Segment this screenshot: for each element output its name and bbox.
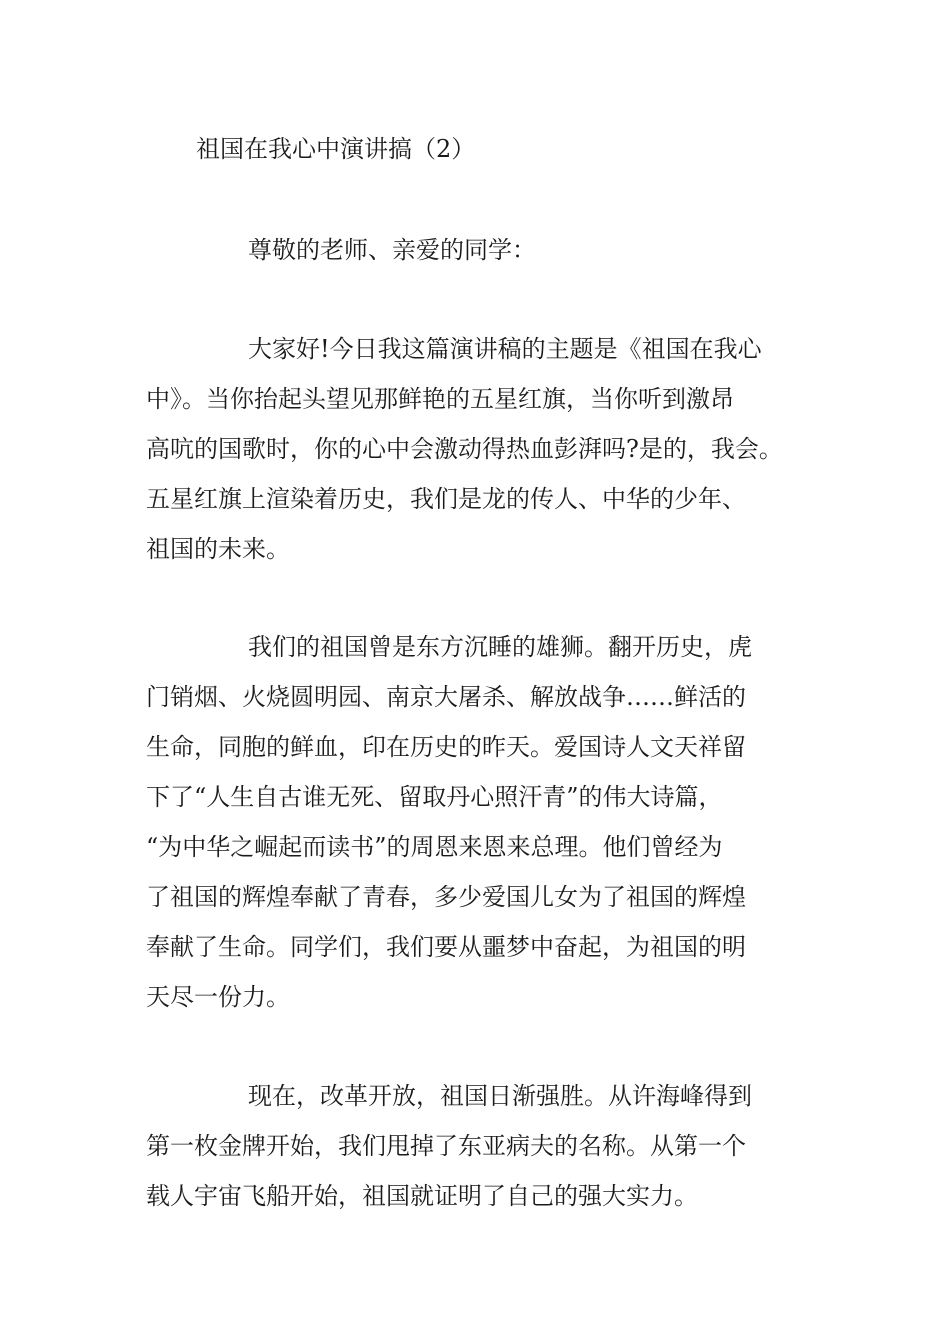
paragraph-line: 五星红旗上渲染着历史，我们是龙的传人、中华的少年、 (146, 485, 746, 513)
paragraph-line: 高吭的国歌时，你的心中会激动得热血彭湃吗?是的，我会。 (146, 435, 783, 463)
salutation: 尊敬的老师、亲爱的同学： (248, 236, 536, 264)
paragraph-line: 门销烟、火烧圆明园、南京大屠杀、解放战争……鲜活的 (146, 683, 746, 711)
paragraph-line: 现在，改革开放，祖国日渐强胜。从许海峰得到 (248, 1082, 752, 1110)
paragraph-line: “为中华之崛起而读书”的周恩来恩来总理。他们曾经为 (146, 833, 723, 861)
paragraph-line: 奉献了生命。同学们，我们要从噩梦中奋起，为祖国的明 (146, 933, 746, 961)
paragraph-line: 下了“人生自古谁无死、留取丹心照汗青”的伟大诗篇， (146, 783, 723, 811)
paragraph-line: 第一枚金牌开始，我们甩掉了东亚病夫的名称。从第一个 (146, 1132, 746, 1160)
paragraph-history (146, 622, 818, 1022)
paragraph-line: 我们的祖国曾是东方沉睡的雄狮。翻开历史，虎 (248, 633, 752, 661)
paragraph-line: 生命，同胞的鲜血，印在历史的昨天。爱国诗人文天祥留 (146, 733, 746, 761)
paragraph-intro (146, 324, 818, 574)
paragraph-line: 中》。当你抬起头望见那鲜艳的五星红旗，当你听到激昂 (146, 385, 734, 413)
paragraph-line: 祖国的未来。 (146, 535, 290, 563)
document-title: 祖国在我心中演讲搞（2） (196, 135, 476, 163)
paragraph-line: 大家好!今日我这篇演讲稿的主题是《祖国在我心 (248, 335, 762, 363)
paragraph-present (146, 1071, 818, 1221)
paragraph-line: 载人宇宙飞船开始，祖国就证明了自己的强大实力。 (146, 1182, 698, 1210)
paragraph-line: 天尽一份力。 (146, 983, 290, 1011)
paragraph-line: 了祖国的辉煌奉献了青春，多少爱国儿女为了祖国的辉煌 (146, 883, 746, 911)
